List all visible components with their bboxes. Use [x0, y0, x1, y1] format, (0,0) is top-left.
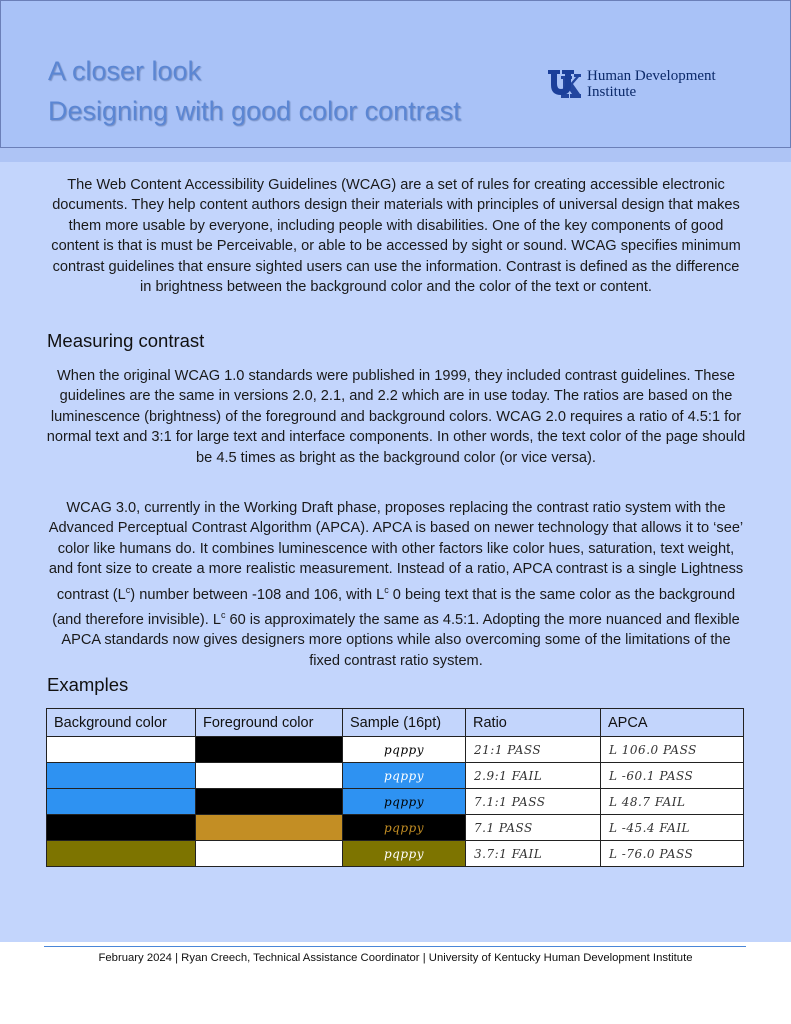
sample-cell	[343, 763, 466, 789]
p2-text-b: ) number between -108 and 106, with L	[130, 586, 385, 603]
ratio-cell	[466, 737, 601, 763]
sample-text: pqppy	[383, 820, 424, 835]
table-row	[47, 737, 744, 763]
table-header-row	[47, 709, 744, 737]
footer-text: February 2024 | Ryan Creech, Technical Assistance Coordinator | University of Kentucky Human Development Institute	[98, 952, 693, 964]
sample-cell	[343, 841, 466, 867]
logo-text	[587, 68, 716, 100]
apca-text: L 106.0 PASS	[609, 742, 697, 757]
apca-text: L 48.7 FAIL	[609, 794, 686, 809]
apca-cell	[601, 763, 744, 789]
ratio-cell	[466, 841, 601, 867]
foreground-color-swatch	[196, 815, 343, 841]
measuring-paragraph-1: When the original WCAG 1.0 standards were published in 1999, they included contrast guidelines. These guidelines are the same in versions 2.0, 2.1, and 2.2 which are in use today. The ratios are based on the luminescence (brightness) of the foreground and background colors. WCAG 2.0 requires a ratio of 4.5:1 for normal text and 3:1 for large text and interface components. In other words, the text color of the page should be 4.5 times as bright as the background color (or vice versa).	[46, 368, 746, 466]
apca-text: L -45.4 FAIL	[609, 820, 691, 835]
intro-paragraph: The Web Content Accessibility Guidelines (WCAG) are a set of rules for creating accessible electronic documents. They help content authors design their materials with principles of universal design that makes them more usable by everyone, including people with disabilities. One of the key components of good content is that is must be Perceivable, or able to be accessed by sight or sound. WCAG specifies minimum contrast guidelines that ensure sighted users can use the information. Contrast is defined as the difference in brightness between the background color and the color of the text or content.	[51, 177, 741, 296]
ratio-text: 2.9:1 FAIL	[474, 768, 543, 783]
apca-text: L -76.0 PASS	[609, 846, 694, 861]
examples-table	[46, 708, 744, 867]
lc-superscript: c	[384, 584, 389, 595]
column-header: Ratio	[466, 709, 601, 737]
uk-logo-icon	[547, 68, 581, 100]
apca-cell	[601, 789, 744, 815]
title-line-1: A closer look	[48, 56, 202, 86]
measuring-contrast-heading: Measuring contrast	[47, 330, 205, 351]
column-header: APCA	[601, 709, 744, 737]
background-color-swatch	[47, 789, 196, 815]
p2-text-c: 0 being text that is the same color as the background (and therefore invisible). L	[52, 586, 736, 628]
ratio-text: 7.1:1 PASS	[474, 794, 546, 809]
background-color-swatch	[47, 737, 196, 763]
background-color-swatch	[47, 841, 196, 867]
sample-cell	[343, 789, 466, 815]
apca-cell	[601, 737, 744, 763]
sample-text: pqppy	[383, 768, 424, 783]
lc-superscript: c	[220, 609, 226, 620]
footer-divider	[44, 946, 746, 947]
p2-text-a: WCAG 3.0, currently in the Working Draft phase, proposes replacing the contrast ratio system with the Advanced Perceptual Contrast Algorithm (APCA). APCA is based on newer technology that allows it to ‘see’ color like humans do. It combines luminescence with other factors like color hues, saturation, text weight, and font size to create a more realistic measurement. Instead of a ratio, APCA contrast is a single Lightness contrast (L	[48, 500, 744, 603]
table-row	[47, 841, 744, 867]
column-header: Background color	[47, 709, 196, 737]
title-line-2: Designing with good color contrast	[48, 96, 461, 126]
table-row	[47, 763, 744, 789]
table-row	[47, 789, 744, 815]
ratio-text: 7.1 PASS	[474, 820, 533, 835]
ratio-cell	[466, 763, 601, 789]
foreground-color-swatch	[196, 763, 343, 789]
column-header: Sample (16pt)	[343, 709, 466, 737]
ratio-cell	[466, 789, 601, 815]
logo-line-1: Human Development	[587, 68, 716, 84]
ratio-text: 21:1 PASS	[474, 742, 542, 757]
foreground-color-swatch	[196, 789, 343, 815]
p2-text-d: 60 is approximately the same as 4.5:1. Adopting the more nuanced and flexible APCA standards now gives designers more options while also overcoming some of the limitations of the fixed contrast ratio system.	[61, 611, 740, 669]
sample-text: pqppy	[383, 794, 424, 809]
background-color-swatch	[47, 763, 196, 789]
lc-superscript: c	[125, 584, 131, 595]
sample-cell	[343, 815, 466, 841]
table-row	[47, 815, 744, 841]
background-color-swatch	[47, 815, 196, 841]
foreground-color-swatch	[196, 737, 343, 763]
header-divider-band	[0, 148, 791, 162]
measuring-paragraph-2	[46, 498, 746, 671]
apca-cell	[601, 815, 744, 841]
examples-heading: Examples	[47, 674, 129, 695]
foreground-color-swatch	[196, 841, 343, 867]
apca-cell	[601, 841, 744, 867]
sample-text: pqppy	[383, 846, 424, 861]
ratio-cell	[466, 815, 601, 841]
sample-text: pqppy	[383, 742, 424, 757]
sample-cell	[343, 737, 466, 763]
apca-text: L -60.1 PASS	[609, 768, 694, 783]
page-title	[48, 51, 461, 131]
header-banner	[0, 0, 791, 148]
ratio-text: 3.7:1 FAIL	[474, 846, 543, 861]
column-header: Foreground color	[196, 709, 343, 737]
logo-line-2: Institute	[587, 84, 637, 100]
